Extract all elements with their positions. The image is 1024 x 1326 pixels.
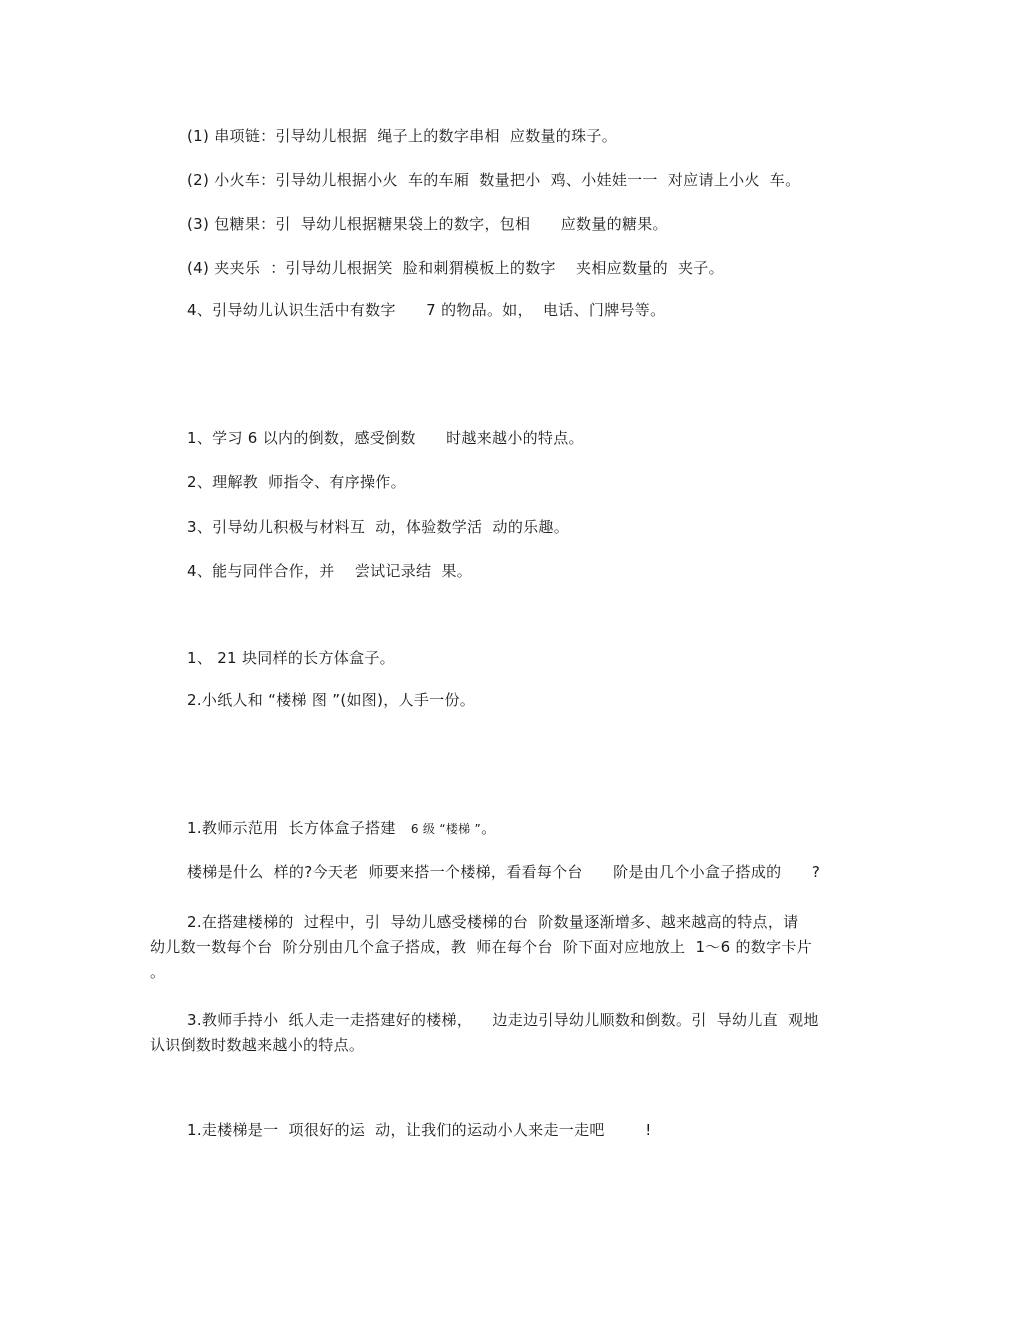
process-step-2-line-1: 2.在搭建楼梯的 过程中，引 导幼儿感受楼梯的台 阶数量逐渐增多、越来越高的特点，请 xyxy=(187,913,799,931)
material-item-1: 1、 21 块同样的长方体盒子。 xyxy=(187,649,395,667)
process-step-3-line-1: 3.教师手持小 纸人走一走搭建好的楼梯， 边走边引导幼儿顺数和倒数。引 导幼儿直 观地 xyxy=(187,1011,819,1029)
activity-item-necklace: (1) 串项链：引导幼儿根据 绳子上的数字串相 应数量的珠子。 xyxy=(187,127,617,145)
goal-item-2: 2、理解教 师指令、有序操作。 xyxy=(187,473,406,491)
process-step-1-end: 。 xyxy=(481,819,497,837)
process-step-2-line-2: 幼儿数一数每个台 阶分别由几个盒子搭成，教 师在每个台 阶下面对应地放上 1～6 的数字卡片 xyxy=(150,938,813,956)
process-step-1-text: 1.教师示范用 长方体盒子搭建 xyxy=(187,819,411,837)
activity-item-life-numbers: 4、引导幼儿认识生活中有数字 7 的物品。如， 电话、门牌号等。 xyxy=(187,301,666,319)
process-step-1-stairs: 6 级 “楼梯 ” xyxy=(410,822,482,836)
process-question: 楼梯是什么 样的?今天老 师要来搭一个楼梯，看看每个台 阶是由几个小盒子搭成的 ? xyxy=(187,863,821,881)
activity-item-clip: (4) 夹夹乐 ：引导幼儿根据笑 脸和刺猬模板上的数字 夹相应数量的 夹子。 xyxy=(187,259,724,277)
material-item-2: 2.小纸人和 “楼梯 图 ”(如图)，人手一份。 xyxy=(187,691,476,709)
activity-item-candy: (3) 包糖果：引 导幼儿根据糖果袋上的数字，包相 应数量的糖果。 xyxy=(187,215,668,233)
goal-item-4: 4、能与同伴合作，并 尝试记录结 果。 xyxy=(187,562,473,580)
process-step-1 xyxy=(187,818,496,839)
activity-item-train: (2) 小火车：引导幼儿根据小火 车的车厢 数量把小 鸡、小娃娃一一 对应请上小火 车。 xyxy=(187,171,801,189)
process-step-2-line-3: 。 xyxy=(150,963,166,981)
extension-activity-1: 1.走楼梯是一 项很好的运 动，让我们的运动小人来走一走吧 ! xyxy=(187,1121,652,1139)
process-step-3-line-2: 认识倒数时数越来越小的特点。 xyxy=(150,1036,365,1054)
goal-item-1: 1、学习 6 以内的倒数，感受倒数 时越来越小的特点。 xyxy=(187,429,584,447)
goal-item-3: 3、引导幼儿积极与材料互 动，体验数学活 动的乐趣。 xyxy=(187,518,570,536)
